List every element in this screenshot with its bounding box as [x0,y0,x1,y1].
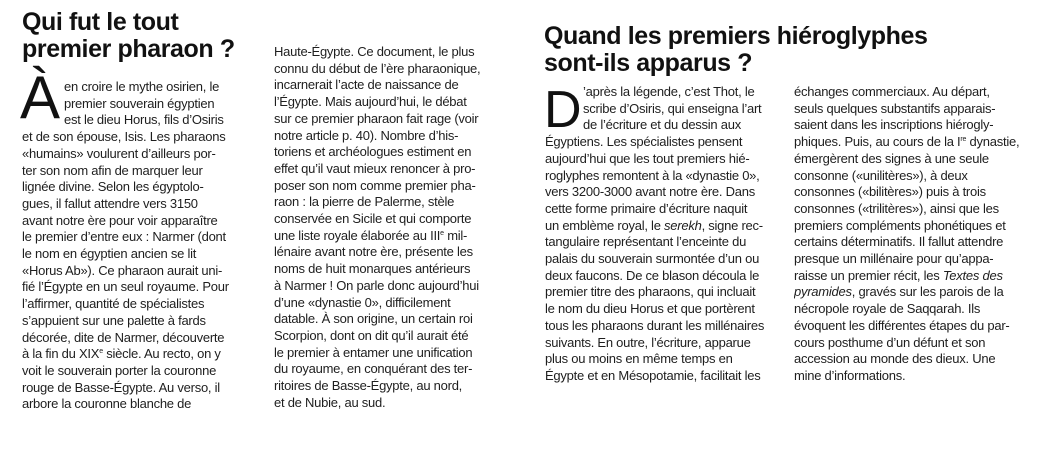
text-line: cours posthume d’un défunt et son [794,334,986,350]
text-line: lignée divine. Selon les égyptolo- [22,179,204,195]
text-line: lénaire avant notre ère, présente les [274,244,473,260]
text-line: plus ou moins en même temps en [545,351,733,367]
text-segment: siècle. Au recto, on y [102,346,221,362]
text-line: le premier à entamer une unification [274,344,473,360]
text-line: vers 3200-3000 avant notre ère. Dans [545,184,755,200]
text-line: Haute-Égypte. Ce document, le plus [274,44,475,59]
text-line: «Horus Ab»). Ce pharaon aurait uni- [22,262,223,278]
text-line: décorée, dite de Narmer, découverte [22,329,225,345]
superscript: e [440,229,444,237]
article1-title-line2: premier pharaon ? [22,36,235,63]
text-line: raon : la pierre de Palerme, stèle [274,194,455,210]
text-segment: phiques. Puis, au cours de la I [794,134,961,150]
text-line: voit le souverain porter la couronne [22,362,217,378]
text-line: l’affirmer, quantité de spécialistes [22,296,205,312]
article1-title-line1: Qui fut le tout [22,9,179,36]
text-segment: à la fin du XIX [22,346,100,362]
text-line: et de Nubie, au sud. [274,394,386,410]
text-line: aujourd’hui que les tout premiers hié- [545,150,750,166]
text-line: deux faucons. De ce blason découla le [545,267,760,283]
text-line: de l’écriture et du dessin aux [583,117,741,133]
article1-paragraph2 [274,44,492,411]
text-line: le premier d’entre eux : Narmer (dont [22,229,226,245]
text-line: le nom du dieu Horus et que portèrent [545,301,755,317]
text-line: Scorpion, dont on dit qu’il aurait été [274,327,469,343]
text-line: évoquent les différentes étapes du par- [794,317,1010,333]
text-line: premiers compléments phonétiques et [794,217,1006,233]
text-line: certains déterminatifs. Il fallut attendre [794,234,1004,250]
text-line: ter son nom afin de marquer leur [22,162,203,178]
text-line: à Narmer ! On parle donc aujourd’hui [274,277,479,293]
text-line [545,218,775,235]
text-line: fié l’Égypte en un seul royaume. Pour [22,279,229,295]
text-line: notre article p. 40). Nombre d’his- [274,127,459,143]
text-line: l’Égypte. Mais aujourd’hui, le débat [274,94,467,110]
superscript: re [960,136,967,144]
article2-column2 [794,84,1022,385]
article1-title [22,9,262,63]
text-line: d’une «dynastie 0», difficilement [274,294,451,310]
article2-title [544,23,964,77]
text-line: effet qu’il vaut mieux renoncer à pro- [274,160,476,176]
text-line [22,346,239,363]
text-line: roglyphes remontent à la «dynastie 0», [545,167,760,183]
text-segment: , gravés sur les parois de la [851,284,1004,300]
text-line: noms de huit monarques antérieurs [274,261,471,277]
text-line: datable. À son origine, un certain roi [274,311,473,327]
italic-term: Textes des [942,267,1003,283]
article1-column1 [22,79,239,413]
text-line: s’appuient sur une palette à fards [22,312,206,328]
article2-title-line1: Quand les premiers hiéroglyphes [544,23,928,50]
text-line: est le dieu Horus, fils d’Osiris [64,112,224,128]
text-line: seuls quelques substantifs apparais- [794,100,996,116]
article2-paragraph1 [544,81,775,385]
text-line [274,228,492,245]
article1-dropcap: À [20,64,61,131]
text-line: suivants. En outre, l’écriture, apparue [545,334,751,350]
text-line: nécropole royale de Saqqarah. Ils [794,301,981,317]
text-line: «humains» voulurent d’ailleurs por- [22,145,216,161]
text-segment: un emblème royal, le [545,217,665,233]
text-line: consonne («unilitères»), à deux [794,167,968,183]
text-line [794,284,1022,301]
text-line: tangulaire représentant l’enceinte du [545,234,747,250]
text-segment: , signe rec- [701,217,763,233]
italic-term: serekh [664,217,702,233]
text-line: premier titre des pharaons, qui incluait [545,284,756,300]
text-line: consonnes («bilitères») puis à trois [794,184,986,200]
text-segment: dynastie, [966,134,1020,150]
text-line [794,134,1022,151]
text-line: poser son nom comme premier pha- [274,177,476,193]
text-line: connu du début de l’ère pharaonique, [274,60,481,76]
text-line: conservée en Sicile et qui comporte [274,211,472,227]
text-line: du royaume, en conquérant des ter- [274,361,473,377]
superscript: e [99,348,103,356]
text-line: incarnerait l’acte de naissance de [274,77,459,93]
text-line: Égyptiens. Les spécialistes pensent [545,134,743,150]
text-line: scribe d’Osiris, qui enseigna l’art [583,100,762,116]
text-line: émergèrent des signes à une seule [794,150,989,166]
text-line: et de son épouse, Isis. Les pharaons [22,129,226,145]
article2-dropcap: D [544,81,582,139]
text-line: mine d’informations. [794,367,906,383]
text-line: palais du souverain surmontée d’un ou [545,251,760,267]
text-line: Égypte et en Mésopotamie, facilitait les [545,367,761,383]
text-line: rouge de Basse-Égypte. Au verso, il [22,379,220,395]
text-line: saient dans les inscriptions hiérogly- [794,117,994,133]
text-line: échanges commerciaux. Au départ, [794,84,990,99]
text-segment: mil- [443,227,468,243]
article2-column1 [544,81,775,385]
text-line: en croire le mythe osirien, le [64,79,220,94]
text-line: premier souverain égyptien [64,95,215,111]
text-line: le nom en égyptien ancien se lit [22,246,197,262]
article1-column2 [274,44,492,411]
text-line: tous les pharaons durant les millénaires [545,317,765,333]
text-line: accession au monde des dieux. Une [794,351,996,367]
text-line: sur ce premier pharaon fait rage (voir [274,110,479,126]
italic-term: pyramides [794,284,852,300]
text-line: consonnes («trilitères»), ainsi que les [794,200,999,216]
text-line: ritoires de Basse-Égypte, au nord, [274,378,463,394]
article2-title-line2: sont-ils apparus ? [544,50,753,77]
text-line: presque un millénaire pour qu’appa- [794,251,994,267]
text-line: arbore la couronne blanche de [22,396,192,412]
article1-paragraph1 [22,79,239,413]
text-segment: une liste royale élaborée au III [274,227,441,243]
text-line: ’après la légende, c’est Thot, le [583,84,755,99]
text-segment: raisse un premier récit, les [794,267,943,283]
text-line: toriens et archéologues estiment en [274,144,472,160]
text-line: avant notre ère pour voir apparaître [22,212,218,228]
text-line: cette forme primaire d’écriture naquit [545,200,748,216]
text-line: gues, il fallut attendre vers 3150 [22,195,198,211]
article2-paragraph2 [794,84,1022,385]
text-line [794,268,1022,285]
